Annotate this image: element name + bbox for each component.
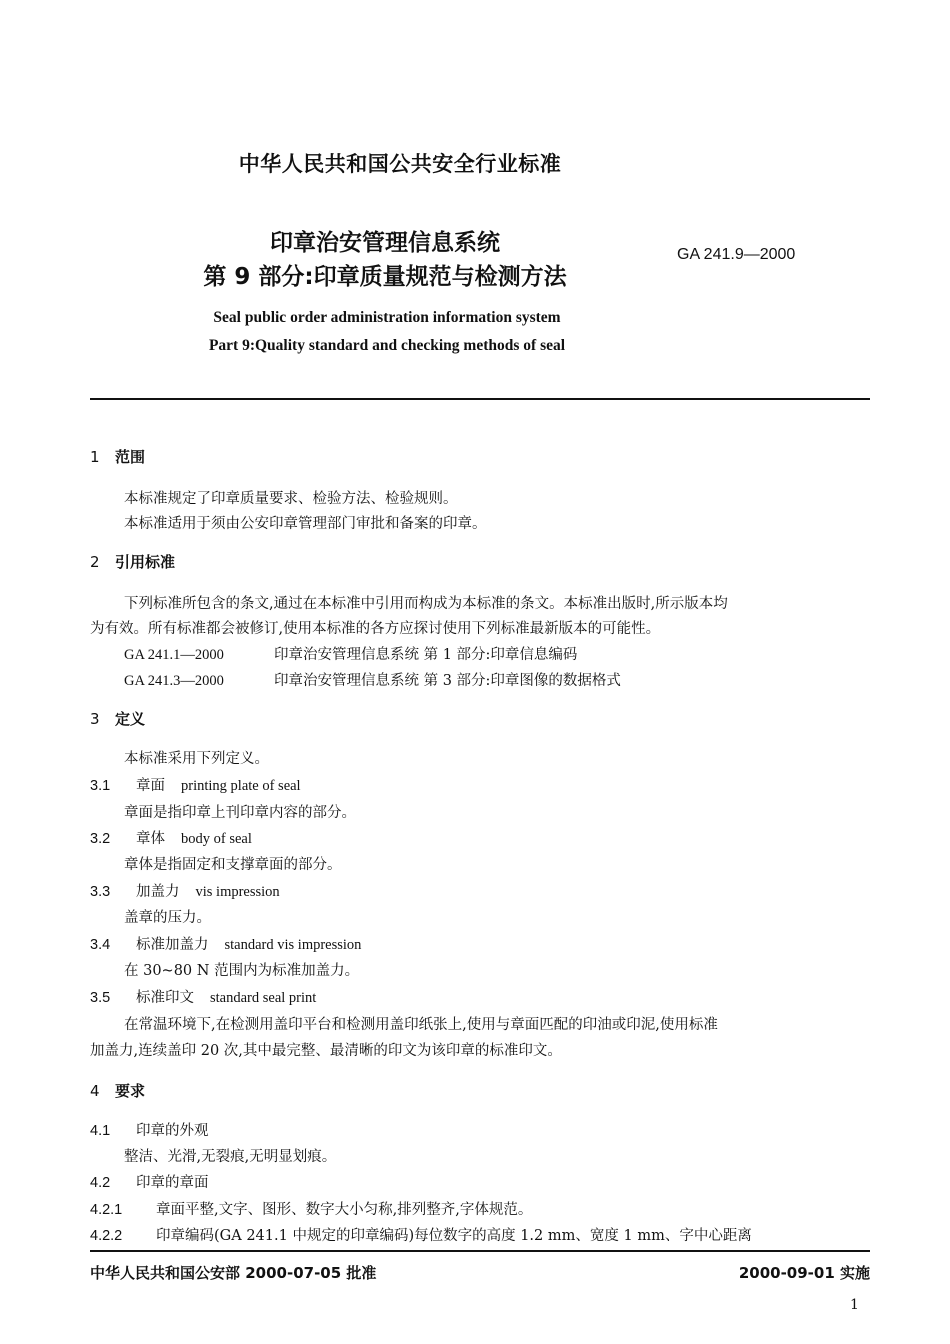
clause-4-1-heading	[90, 1119, 209, 1140]
definition-3-5-text-line-1: 在常温环境下,在检测用盖印平台和检测用盖印纸张上,使用与章面匹配的印油或印泥,使用标准	[124, 1017, 718, 1033]
section-1-paragraph-1: 本标准规定了印章质量要求、检验方法、检验规则。	[124, 491, 458, 507]
page-number: 1	[850, 1297, 859, 1313]
term-english: printing plate of seal	[181, 778, 301, 794]
definition-3-1-text: 章面是指印章上刊印章内容的部分。	[124, 805, 356, 821]
reference-item	[124, 669, 621, 690]
title-line-2: 第 9 部分:印章质量规范与检测方法	[203, 264, 567, 290]
reference-item	[124, 643, 577, 664]
section-3-intro: 本标准采用下列定义。	[124, 751, 269, 767]
clause-number: 4.1	[90, 1123, 111, 1139]
section-title: 引用标准	[115, 553, 176, 571]
section-1-paragraph-2: 本标准适用于须由公安印章管理部门审批和备案的印章。	[124, 516, 487, 532]
section-3-heading	[90, 708, 145, 729]
clause-number: 3.1	[90, 778, 111, 794]
definition-3-4-text: 在 30~80 N 范围内为标准加盖力。	[124, 963, 360, 979]
definition-3-5-text-line-2: 加盖力,连续盖印 20 次,其中最完整、最清晰的印文为该印章的标准印文。	[90, 1043, 562, 1059]
reference-title: 印章治安管理信息系统 第 1 部分:印章信息编码	[274, 647, 578, 663]
section-number: 3	[90, 710, 100, 728]
clause-number: 3.4	[90, 937, 111, 953]
term: 加盖力	[136, 884, 180, 900]
reference-code: GA 241.1—2000	[124, 647, 224, 663]
definition-3-3-term	[90, 880, 280, 901]
definition-3-2-term	[90, 827, 252, 848]
section-1-heading	[90, 446, 145, 467]
english-title-line-2: Part 9:Quality standard and checking methods of seal	[208, 337, 566, 354]
section-number: 2	[90, 553, 100, 571]
clause-4-2-2	[90, 1224, 752, 1245]
clause-4-2-heading	[90, 1171, 209, 1192]
definition-3-1-term	[90, 774, 301, 795]
reference-title: 印章治安管理信息系统 第 3 部分:印章图像的数据格式	[274, 673, 621, 689]
term-english: standard vis impression	[224, 937, 362, 953]
approval-line: 中华人民共和国公安部 2000-07-05 批准	[90, 1264, 377, 1282]
term-english: vis impression	[195, 884, 280, 900]
effective-date: 2000-09-01 实施	[738, 1264, 870, 1282]
footer-divider	[90, 1250, 870, 1252]
clause-number: 4.2.1	[90, 1202, 123, 1218]
clause-number: 3.3	[90, 884, 111, 900]
term: 标准印文	[136, 990, 194, 1006]
term-english: body of seal	[181, 831, 252, 847]
clause-title: 印章的外观	[136, 1123, 209, 1139]
section-number: 1	[90, 448, 100, 466]
header-divider	[90, 398, 870, 400]
clause-number: 4.2.2	[90, 1228, 123, 1244]
clause-number: 3.2	[90, 831, 111, 847]
term: 章面	[136, 778, 165, 794]
clause-text: 章面平整,文字、图形、数字大小匀称,排列整齐,字体规范。	[156, 1202, 533, 1218]
term: 章体	[136, 831, 165, 847]
standard-code: GA 241.9—2000	[677, 246, 796, 263]
term: 标准加盖力	[136, 937, 209, 953]
clause-4-2-1	[90, 1198, 532, 1219]
standard-organization: 中华人民共和国公共安全行业标准	[238, 152, 562, 176]
definition-3-5-term	[90, 986, 316, 1007]
section-title: 要求	[115, 1082, 146, 1100]
section-title: 定义	[115, 710, 146, 728]
clause-4-1-text: 整洁、光滑,无裂痕,无明显划痕。	[124, 1149, 337, 1165]
definition-3-2-text: 章体是指固定和支撑章面的部分。	[124, 857, 342, 873]
section-number: 4	[90, 1082, 100, 1100]
section-title: 范围	[115, 448, 146, 466]
english-title-line-1: Seal public order administration information system	[213, 309, 561, 326]
clause-title: 印章的章面	[136, 1175, 209, 1191]
clause-number: 4.2	[90, 1175, 111, 1191]
section-4-heading	[90, 1080, 145, 1101]
definition-3-3-text: 盖章的压力。	[124, 910, 211, 926]
term-english: standard seal print	[210, 990, 317, 1006]
clause-text: 印章编码(GA 241.1 中规定的印章编码)每位数字的高度 1.2 mm、宽度 1 mm、字中心距离	[156, 1228, 752, 1244]
title-line-1: 印章治安管理信息系统	[270, 230, 500, 256]
section-2-paragraph-line-1: 下列标准所包含的条文,通过在本标准中引用而构成为本标准的条文。本标准出版时,所示版本均	[124, 596, 728, 612]
section-2-paragraph-line-2: 为有效。所有标准都会被修订,使用本标准的各方应探讨使用下列标准最新版本的可能性。	[90, 621, 661, 637]
clause-number: 3.5	[90, 990, 111, 1006]
section-2-heading	[90, 551, 175, 572]
definition-3-4-term	[90, 933, 361, 954]
reference-code: GA 241.3—2000	[124, 673, 224, 689]
